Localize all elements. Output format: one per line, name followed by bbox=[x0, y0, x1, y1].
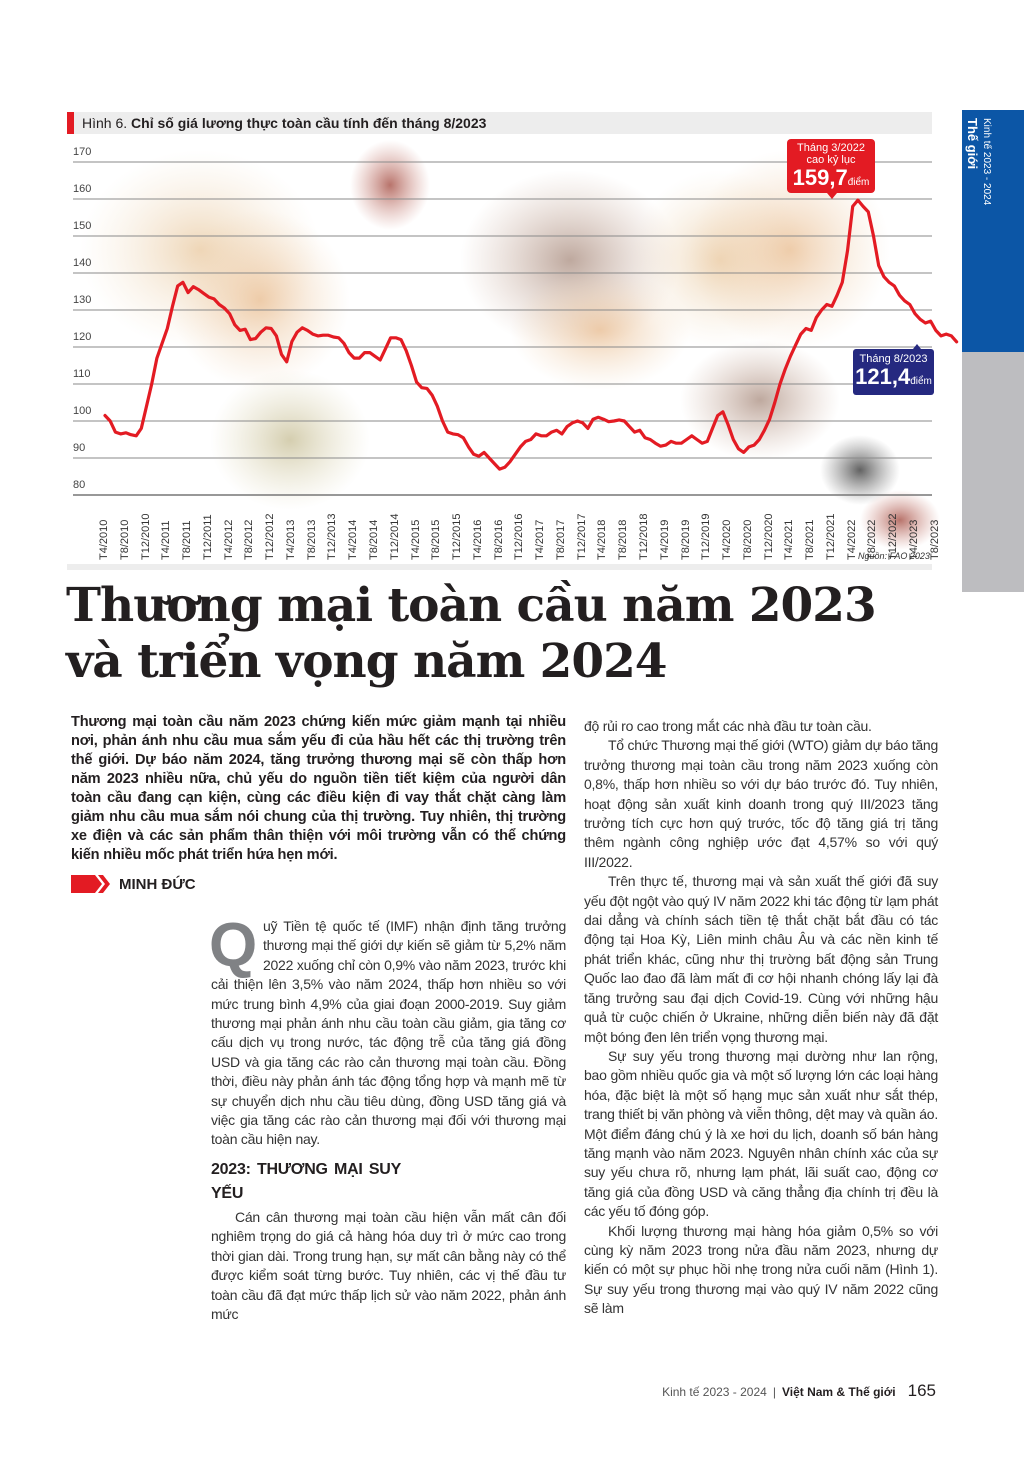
drop-cap: Q bbox=[209, 911, 257, 980]
x-tick-label: T8/2023 bbox=[928, 519, 941, 560]
x-tick-label: T4/2012 bbox=[222, 519, 235, 560]
figure-footer-strip bbox=[67, 564, 932, 570]
y-tick-label: 150 bbox=[73, 220, 92, 232]
x-tick-label: T8/2013 bbox=[305, 519, 318, 560]
x-tick-label: T4/2013 bbox=[284, 519, 297, 560]
peak-callout-note: cao kỷ lục bbox=[806, 154, 856, 166]
figure-label: Hình 6. bbox=[82, 115, 128, 131]
footer-separator: | bbox=[772, 1385, 776, 1399]
article-headline: Thương mại toàn cầu năm 2023 và triển vọng năm 2024 bbox=[66, 578, 876, 689]
x-tick-label: T12/2012 bbox=[264, 513, 277, 560]
x-tick-label: T8/2015 bbox=[430, 519, 443, 560]
x-tick-label: T12/2021 bbox=[824, 513, 837, 560]
x-tick-label: T4/2022 bbox=[845, 519, 858, 560]
x-tick-label: T8/2010 bbox=[118, 519, 131, 560]
x-tick-label: T4/2014 bbox=[347, 519, 360, 560]
chart-source: Nguồn: FAO 2023 bbox=[858, 551, 930, 561]
x-tick-label: T8/2022 bbox=[866, 519, 879, 560]
paragraph: Trên thực tế, thương mại và sản xuất thế giới đã suy yếu đột ngột vào quý IV năm 2022 khi tác động từ lạm phát dai dẳng và chính sách tiền tệ thắt chặt bắt đầu có tác động tại Hoa Kỳ, Liên minh châu Âu và các nền kinh tế phát triển khác, cũng như thị trường bất động sản Trung Quốc lao đao đã làm mất đi cơ hội nhanh chóng lấy lại đà tăng trưởng sau đại dịch Covid-19. Cùng với những hậu quả từ cuộc chiến ở Ukraine, những diễn biến này đã đặt một bóng đen lên triển vọng thương mại. bbox=[584, 873, 938, 1045]
x-tick-label: T4/2017 bbox=[534, 519, 547, 560]
paragraph: Sự suy yếu trong thương mại dường như lan rộng, bao gồm nhiều quốc gia và một số lượng lớn các loại hàng hóa, đặc biệt là một số hạng mục sản xuất như sắt thép, trang thiết bị văn phòng và viễn thông, dệt may và quần áo. Một điểm đáng chú ý là xe hơi du lịch, doanh số bán hàng tăng mạnh vào năm 2023. Nguyên nhân chính xác của sự suy yếu chưa rõ, nhưng lạm phát, lãi suất cao, động cơ tăng giá của đồng USD và căng thẳng địa chính trị đều là các yếu tố đóng góp. bbox=[584, 1047, 938, 1220]
x-tick-label: T12/2010 bbox=[139, 513, 152, 560]
x-tick-label: T8/2011 bbox=[181, 520, 194, 560]
footer-section: Việt Nam & Thế giới bbox=[781, 1385, 896, 1399]
footer-publication: Kinh tế 2023 - 2024 bbox=[662, 1385, 767, 1399]
side-tab-section-name: Thế giới bbox=[965, 118, 980, 170]
y-tick-label: 120 bbox=[73, 331, 92, 343]
paragraph: Khối lượng thương mại hàng hóa giảm 0,5% so với cùng kỳ năm 2023 trong nửa đầu năm 2023, nhưng dự kiến có một sự phục hồi nhẹ trong nửa cuối năm (Hình 1). Sự suy yếu trong thương mại vào quý IV năm 2022 cũng sẽ làm bbox=[584, 1222, 938, 1317]
x-tick-label: T4/2010 bbox=[98, 519, 110, 560]
article-lead: Thương mại toàn cầu năm 2023 chứng kiến mức giảm mạnh tại nhiều nơi, phản ánh nhu cầu mua sắm yếu đi của hầu hết các thị trường trên thế giới. Dự báo năm 2024, tăng trưởng thương mại sẽ còn thấp hơn năm 2023 nhiều nữa, chủ yếu do nguồn tiền tiết kiệm của người dân toàn cầu đang cạn kiện, cùng các điều kiện đi vay thắt chặt càng làm giảm nhu cầu mua sắm nói chung của thị trường. Tuy nhiên, thị trường xe điện và các sản phẩm thân thiện với môi trường vẫn có thể chứng kiến nhiều mốc phát triển hứa hẹn mới. bbox=[71, 714, 566, 863]
x-tick-label: T8/2018 bbox=[617, 519, 630, 560]
x-tick-label: T4/2021 bbox=[783, 519, 796, 560]
peak-callout-value: 159,7 bbox=[792, 165, 848, 190]
paragraph-intro-text: uỹ Tiền tệ quốc tế (IMF) nhận định tăng trưởng thương mại thế giới dự kiến sẽ giảm từ 5,2% năm 2022 xuống chỉ còn 0,9% vào năm 2023, trước khi cải thiện lên 3,5% vào năm 2024, thấp hơn nhiều so với mức trung bình 4,9% của giai đoạn 2000-2019. Suy giảm thương mại phản ánh nhu cầu toàn cầu giảm, gia tăng cơ cấu dịch vụ trong nước, tác động trễ của tăng giá đồng USD và gia tăng các rào cản thương mại toàn cầu. Đồng thời, điều này phản ánh tác động tổng hợp và mạnh mẽ từ sự chuyển dịch nhu cầu tiêu dùng, đồng USD tăng giá và việc gia tăng các rào cản thương mại đối với thương mại toàn cầu hiện nay. bbox=[211, 918, 566, 1148]
x-tick-label: T8/2014 bbox=[368, 519, 380, 560]
x-tick-label: T4/2015 bbox=[409, 519, 422, 560]
x-tick-label: T12/2016 bbox=[513, 513, 526, 560]
latest-callout bbox=[853, 349, 934, 395]
x-tick-label: T4/2019 bbox=[658, 519, 671, 560]
article-column-1 bbox=[209, 911, 566, 1324]
author-name: MINH ĐỨC bbox=[119, 875, 196, 893]
y-tick-label: 110 bbox=[73, 368, 91, 380]
latest-callout-value: 121,4 bbox=[855, 364, 911, 389]
x-tick-label: T8/2020 bbox=[741, 519, 754, 560]
article-column-2 bbox=[584, 717, 938, 1319]
x-tick-label: T12/2013 bbox=[326, 513, 339, 560]
x-tick-label: T8/2016 bbox=[492, 519, 505, 560]
peak-callout-unit: điểm bbox=[847, 177, 870, 188]
page-footer bbox=[662, 1381, 936, 1401]
paragraph: Tổ chức Thương mại thế giới (WTO) giảm dự báo tăng trưởng thương mại toàn cầu trong năm 2023 xuống còn 0,8%, thấp hơn nhiều so với dự báo trước đó. Tuy nhiên, hoạt động sản xuất kinh doanh trong quý III/2023 tăng trưởng tích cực hơn quý trước, tốc độ tăng giá trị tăng thêm ngành công nghiệp ước đạt 4,57% so với quý III/2022. bbox=[584, 737, 938, 870]
page-number: 165 bbox=[907, 1381, 936, 1400]
y-tick-label: 160 bbox=[73, 183, 92, 195]
x-tick-label: T4/2016 bbox=[471, 519, 484, 560]
x-tick-label: T4/2020 bbox=[721, 519, 734, 560]
paragraph-continued: độ rủi ro cao trong mắt các nhà đầu tư toàn cầu. bbox=[584, 718, 872, 734]
x-tick-label: T12/2014 bbox=[388, 513, 401, 560]
y-tick-label: 100 bbox=[73, 405, 92, 417]
y-tick-label: 170 bbox=[73, 146, 92, 158]
double-chevron-icon bbox=[71, 875, 111, 893]
x-tick-label: T12/2017 bbox=[575, 513, 588, 560]
peak-callout-date: Tháng 3/2022 bbox=[797, 142, 865, 154]
x-tick-label: T4/2018 bbox=[596, 519, 609, 560]
side-tab-publication: Kinh tế 2023 - 2024 bbox=[981, 118, 992, 206]
y-tick-label: 140 bbox=[73, 257, 92, 269]
x-tick-label: T12/2019 bbox=[700, 513, 713, 560]
x-tick-label: T8/2021 bbox=[804, 519, 817, 560]
x-tick-label: T8/2017 bbox=[554, 519, 567, 560]
y-tick-label: 80 bbox=[73, 479, 86, 491]
x-tick-label: T12/2018 bbox=[638, 513, 651, 560]
y-tick-label: 90 bbox=[73, 442, 86, 454]
x-tick-label: T4/2011 bbox=[160, 520, 173, 560]
x-tick-label: T12/2011 bbox=[201, 514, 214, 560]
peak-callout bbox=[787, 139, 875, 193]
section-subheading: 2023: THƯƠNG MẠI SUY YẾU bbox=[211, 1160, 401, 1202]
x-tick-label: T8/2019 bbox=[679, 519, 692, 560]
grain-map-background bbox=[80, 140, 940, 550]
x-tick-label: T12/2015 bbox=[451, 513, 464, 560]
latest-callout-unit: điểm bbox=[910, 376, 932, 387]
latest-callout-value-row bbox=[853, 365, 934, 394]
author-byline bbox=[71, 875, 196, 893]
x-tick-label: T8/2012 bbox=[243, 519, 256, 560]
paragraph-intro bbox=[209, 911, 566, 1150]
latest-callout-date: Tháng 8/2023 bbox=[859, 353, 928, 365]
paragraph: Cán cân thương mại toàn cầu hiện vẫn mất cân đối nghiêm trọng do giá cả hàng hóa duy trì ở mức cao trong thời gian dài. Trong trung hạn, sự mất cân bằng này có thể được kiểm soát từng bước. Tuy nhiên, các vị thế đầu tư toàn cầu đã đạt mức thấp lịch sử vào năm 2022, phản ánh mức bbox=[211, 1208, 566, 1322]
figure-title: Chỉ số giá lương thực toàn cầu tính đến tháng 8/2023 bbox=[131, 115, 487, 131]
y-tick-label: 130 bbox=[73, 294, 92, 306]
x-tick-label: T12/2020 bbox=[762, 513, 775, 560]
x-tick-label: T12/2022 bbox=[887, 513, 900, 560]
x-tick-label: T4/2023 bbox=[908, 519, 921, 560]
peak-callout-value-row bbox=[787, 167, 875, 194]
